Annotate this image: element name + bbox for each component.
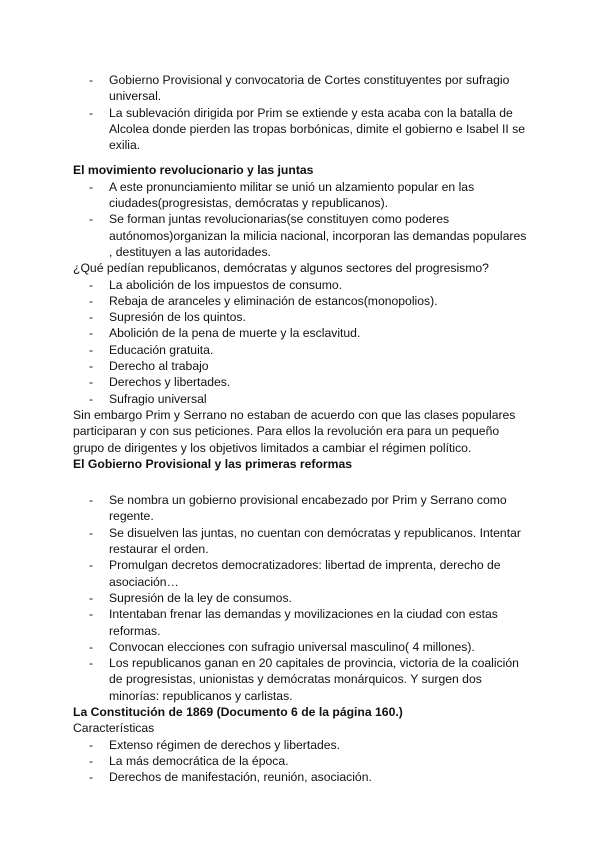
list-item: - Abolición de la pena de muerte y la esclavitud.	[73, 325, 533, 341]
list-item: - Se disuelven las juntas, no cuentan con demócratas y republicanos. Intentar restaurar el orden.	[73, 525, 533, 558]
list-item: - A este pronunciamiento militar se unió un alzamiento popular en las ciudades(progresistas, demócratas y republicanos).	[73, 179, 533, 212]
list-item: - Intentaban frenar las demandas y movilizaciones en la ciudad con estas reformas.	[73, 606, 533, 639]
list-item: - Derechos y libertades.	[73, 374, 533, 390]
document-body	[73, 72, 533, 785]
list-item: - Rebaja de aranceles y eliminación de estancos(monopolios).	[73, 293, 533, 309]
list-item: - La abolición de los impuestos de consumo.	[73, 277, 533, 293]
demands-question: ¿Qué pedían republicanos, demócratas y algunos sectores del progresismo?	[73, 261, 489, 276]
list-item: - Gobierno Provisional y convocatoria de Cortes constituyentes por sufragio universal.	[73, 72, 533, 105]
gobierno-list	[73, 492, 533, 704]
prim-serrano-paragraph: Sin embargo Prim y Serrano no estaban de acuerdo con que las clases populares participaran y con sus peticiones. Para ellos la revolución era para un pequeño grupo de dirigentes y los objetivos limitados a cambiar el régimen político.	[73, 407, 516, 455]
list-item: - Derechos de manifestación, reunión, asociación.	[73, 769, 533, 785]
section-heading-movimiento: El movimiento revolucionario y las juntas	[73, 163, 314, 178]
list-item: - Se forman juntas revolucionarias(se constituyen como poderes autónomos)organizan la milicia nacional, incorporan las demandas populares , destituyen a las autoridades.	[73, 211, 533, 260]
list-item: - Promulgan decretos democratizadores: libertad de imprenta, derecho de asociación…	[73, 557, 533, 590]
demands-list	[73, 277, 533, 407]
list-item: - Los republicanos ganan en 20 capitales de provincia, victoria de la coalición de progresistas, unionistas y demócratas monárquicos. Y surgen dos minorías: republicanos y carlistas.	[73, 655, 533, 704]
list-item: - Educación gratuita.	[73, 342, 533, 358]
list-item: - Supresión de la ley de consumos.	[73, 590, 533, 606]
section-heading-constitucion: La Constitución de 1869 (Documento 6 de la página 160.)	[73, 704, 403, 719]
list-item: - La más democrática de la época.	[73, 753, 533, 769]
list-item: - Supresión de los quintos.	[73, 309, 533, 325]
intro-list	[73, 72, 533, 153]
list-item: - Derecho al trabajo	[73, 358, 533, 374]
movimiento-list	[73, 179, 533, 260]
section-heading-gobierno-provisional: El Gobierno Provisional y las primeras reformas	[73, 456, 353, 471]
caracteristicas-list	[73, 737, 533, 786]
list-item: - Se nombra un gobierno provisional encabezado por Prim y Serrano como regente.	[73, 492, 533, 525]
list-item: - Sufragio universal	[73, 391, 533, 407]
list-item: - Extenso régimen de derechos y libertades.	[73, 737, 533, 753]
list-item: - La sublevación dirigida por Prim se extiende y esta acaba con la batalla de Alcolea donde pierden las tropas borbónicas, dimite el gobierno e Isabel II se exilia.	[73, 105, 533, 154]
list-item: - Convocan elecciones con sufragio universal masculino( 4 millones).	[73, 639, 533, 655]
section-subheading-caracteristicas: Características	[73, 721, 155, 736]
